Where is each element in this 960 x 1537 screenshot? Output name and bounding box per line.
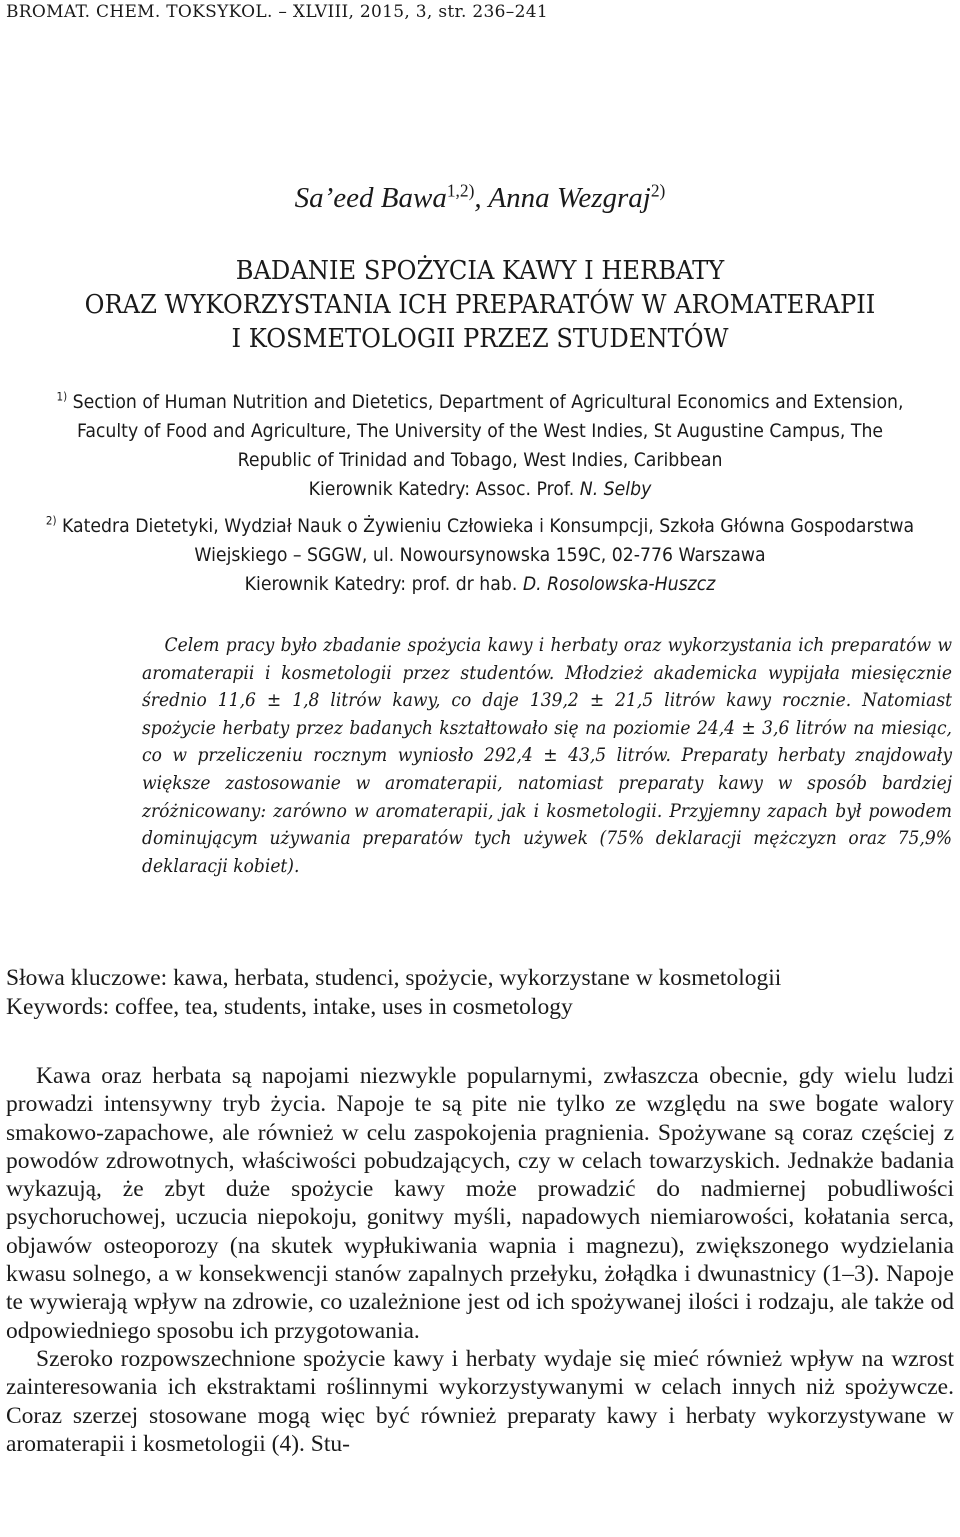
- head-name: N. Selby: [579, 478, 652, 500]
- body-paragraph: Szeroko rozpowszechnione spożycie kawy i herbaty wydaje się mieć również wpływ na wzrost zainteresowania ich ekstraktami roślinnymi wykorzystywanymi w celach innych niż spożywcze. Coraz szerzej stosowane mogą więc być również preparaty kawy i herbaty wykorzystywane w aromaterapii i kosmetologii (4). Stu-: [6, 1345, 954, 1457]
- article-title: [34, 254, 927, 356]
- affiliation-text: $^{2)}$ Katedra Dietetyki, Wydział Nauk o Żywieniu Człowieka i Konsumpcji, Szkoła Główna Gospodarstwa Wiejskiego – SGGW, ul. Nowoursynowska 159C, 02-776 Warszawa: [45, 513, 915, 566]
- author-name: Sa’eed Bawa: [294, 182, 447, 214]
- author-separator: ,: [474, 182, 489, 214]
- author-affiliation-marker: 2): [650, 180, 666, 201]
- affiliation-1: [43, 388, 917, 504]
- affiliation-text: $^{1)}$ Section of Human Nutrition and Dietetics, Department of Agricultural Economics and Extension, Faculty of Food and Agriculture, The University of the West Indies, St Augustine Campus, The Republic of Trinidad and Tobago, West Indies, Caribbean: [56, 389, 904, 471]
- journal-header: BROMAT. CHEM. TOKSYKOL. – XLVIII, 2015, 3, str. 236–241: [6, 2, 548, 22]
- keywords-english: Keywords: coffee, tea, students, intake, uses in cosmetology: [6, 994, 573, 1020]
- author-name: Anna Wezgraj: [488, 182, 651, 214]
- title-line: ORAZ WYKORZYSTANIA ICH PREPARATÓW W AROMATERAPII: [84, 290, 876, 320]
- affiliation-marker: 2): [45, 513, 57, 528]
- abstract: [142, 632, 952, 880]
- head-name: D. Rosolowska-Huszcz: [522, 573, 716, 595]
- abstract-text: Celem pracy było zbadanie spożycia kawy i herbaty oraz wykorzystania ich preparatów w aromaterapii i kosmetologii przez studentów. Młodzież akademicka wypijała miesięcznie średnio 11,6 ± 1,8 litrów kawy, co daje 139,2 ± 21,5 litrów kawy rocznie. Natomiast spożycie herbaty przez badanych kształtowało się na poziomie 24,4 ± 3,6 litrów na miesiąc, co w przeliczeniu rocznym wyniosło 292,4 ± 43,5 litrów. Preparaty herbaty znajdowały większe zastosowanie w aromaterapii, natomiast preparaty kawy w sposób bardziej zróżnicowany: zarówno w aromaterapii, jak i kosmetologii. Przyjemny zapach był powodem dominującym używania preparatów tych używek (75% deklaracji mężczyzn oraz 75,9% deklaracji kobiet).: [142, 634, 952, 877]
- keywords-block: [6, 964, 781, 1022]
- article-body: [6, 1062, 954, 1458]
- title-line: BADANIE SPOŻYCIA KAWY I HERBATY: [235, 256, 725, 286]
- affiliation-2: [43, 512, 917, 599]
- title-line: I KOSMETOLOGII PRZEZ STUDENTÓW: [231, 324, 729, 354]
- author-line: [0, 182, 960, 215]
- department-head: Kierownik Katedry: Assoc. Prof. N. Selby: [308, 478, 652, 500]
- body-paragraph: Kawa oraz herbata są napojami niezwykle popularnymi, zwłaszcza obecnie, gdy wielu ludzi prowadzi intensywny tryb życia. Napoje te są pite nie tylko ze względu na swe bogate walory smakowo-zapachowe, ale również w celu zaspokojenia pragnienia. Spożywane są coraz częściej z powodów zdrowotnych, właściwości pobudzających, czy w celach towarzyskich. Jednakże badania wykazują, że zbyt duże spożycie kawy może prowadzić do nadmiernej pobudliwości psychoruchowej, uczucia niepokoju, gonitwy myśli, napadowych niemiarowości, kołatania serca, objawów osteoporozy (na skutek wypłukiwania wapnia i magnezu), zwiększonego wydzielania kwasu solnego, a w konsekwencji stanów zapalnych przełyku, żołądka i dwunastnicy (1–3). Napoje te wywierają wpływ na zdrowie, co uzależnione jest od ich spożywanej ilości i rodzaju, ale także od odpowiedniego sposobu ich przygotowania.: [6, 1063, 954, 1344]
- author-affiliation-marker: 1,2): [446, 180, 475, 201]
- keywords-polish: Słowa kluczowe: kawa, herbata, studenci, spożycie, wykorzystane w kosmetologii: [6, 965, 782, 991]
- department-head: Kierownik Katedry: prof. dr hab. D. Rosolowska-Huszcz: [244, 573, 716, 595]
- affiliation-marker: 1): [56, 389, 68, 404]
